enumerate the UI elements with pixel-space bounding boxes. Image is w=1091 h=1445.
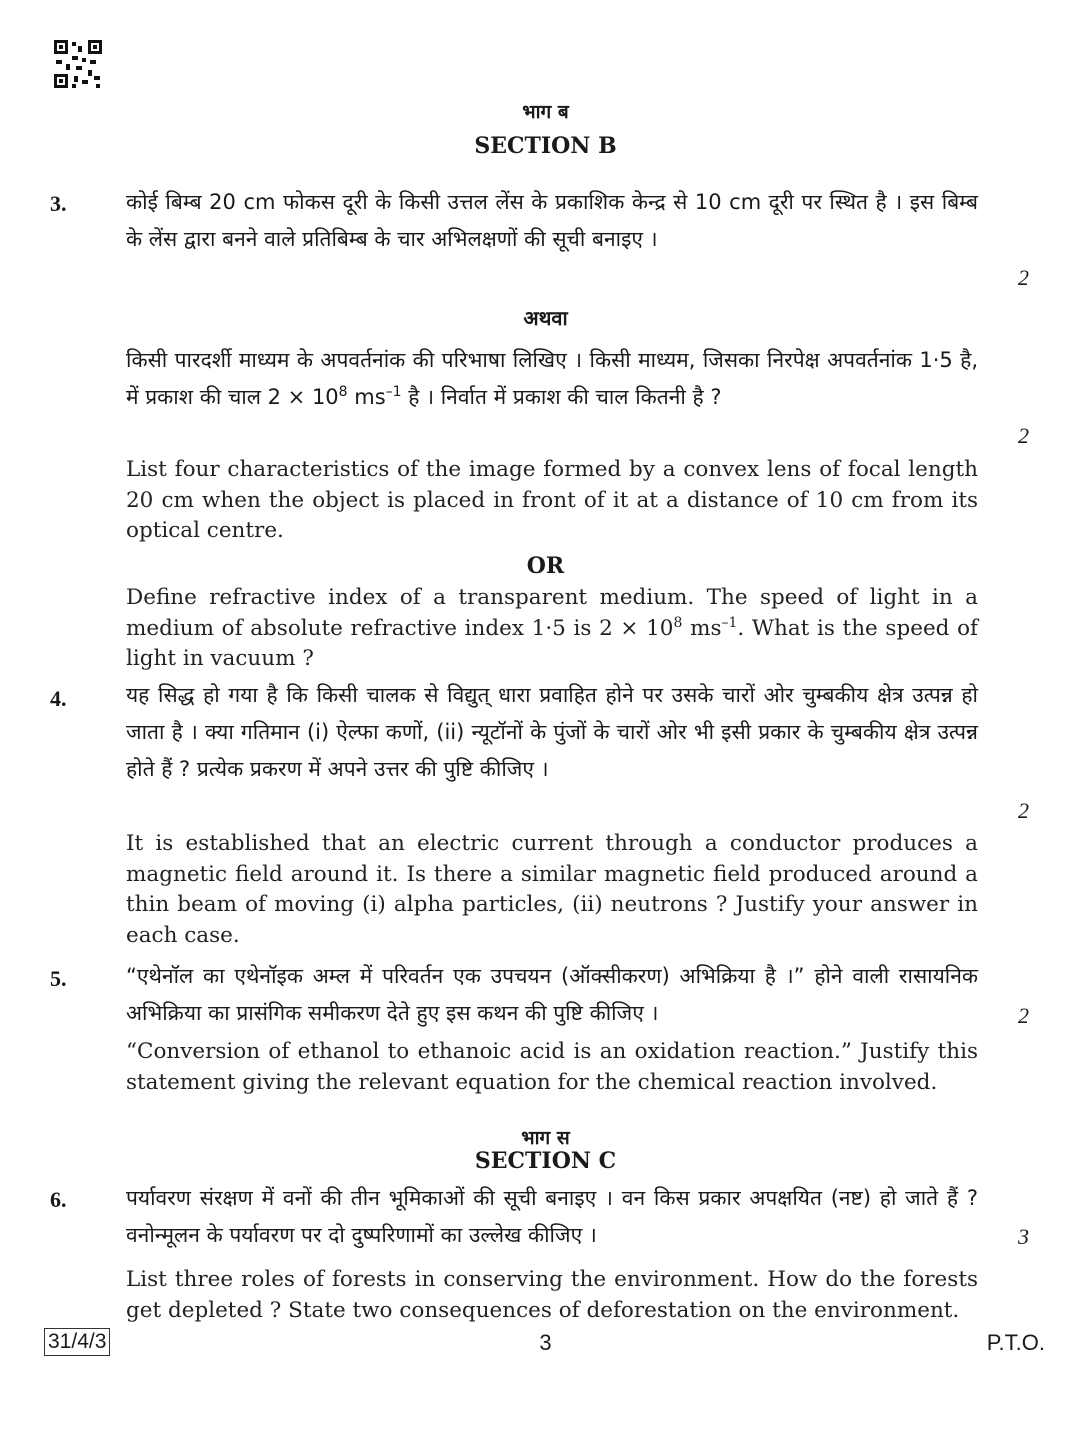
q3-or-english: OR [526,553,565,579]
question-number-3: 3. [50,191,67,216]
paper-code: 31/4/3 [44,1328,110,1356]
q4-hindi-text: यह सिद्ध हो गया है कि किसी चालक से विद्युत् धारा प्रवाहित होने पर उसके चारों ओर चुम्बकीय क्षेत्र उत्पन्न हो जाता है । क्या गतिमान (i) ऐल्फा कणों, (ii) न्यूटॉनों के पुंजों के चारों ओर भी इसी प्रकार के चुम्बकीय क्षेत्र उत्पन्न होते हैं ? प्रत्येक प्रकरण में अपने उत्तर की पुष्टि कीजिए । [126,683,978,781]
question-number-6: 6. [50,1187,67,1212]
q4-marks: 2 [1018,798,1029,823]
q6-hindi-text: पर्यावरण संरक्षण में वनों की तीन भूमिकाओं की सूची बनाइए । वन किस प्रकार अपक्षयित (नष्ट) हो जाते हैं ? वनोन्मूलन के पर्यावरण पर दो दुष्परिणामों का उल्लेख कीजिए । [126,1186,978,1247]
q3-or-hindi: अथवा [523,306,568,330]
section-c-hindi-heading: भाग स [521,1127,570,1149]
section-b-heading: SECTION B [474,133,617,159]
q3-alt-hindi-text: किसी पारदर्शी माध्यम के अपवर्तनांक की परिभाषा लिखिए । किसी माध्यम, जिसका निरपेक्ष अपवर्तनांक 1·5 है, में प्रकाश की चाल $2 \times 10^8$ $ms^{-1}$ है । निर्वात में प्रकाश की चाल कितनी है ? [126,348,978,409]
section-c-heading: SECTION C [474,1148,617,1174]
q3-alt-marks: 2 [1018,423,1029,448]
q6-english-text: List three roles of forests in conserving the environment. How do the forests get depleted ? State two consequences of deforestation on the environment. [126,1267,978,1323]
q6-marks: 3 [1018,1224,1029,1249]
q3-hindi-text: कोई बिम्ब 20 cm फोकस दूरी के किसी उत्तल लेंस के प्रकाशिक केन्द्र से 10 cm दूरी पर स्थित है । इस बिम्ब के लेंस द्वारा बनने वाले प्रतिबिम्ब के चार अभिलक्षणों की सूची बनाइए । [126,190,978,251]
q3-marks: 2 [1018,265,1029,290]
q3-alt-english-text: Define refractive index of a transparent medium. The speed of light in a medium of absolute refractive index 1·5 is $2 \times 10^8$ $ms^{-1}$. What is the speed of light in vacuum ? [126,585,979,671]
q5-english-text: “Conversion of ethanol to ethanoic acid is an oxidation reaction.” Justify this statement giving the relevant equation for the chemical reaction involved. [126,1039,978,1095]
q4-english-text: It is established that an electric current through a conductor produces a magnetic field around it. Is there a similar magnetic field produced around a thin beam of moving (i) alpha particles, (ii) neutrons ? Justify your answer in each case. [126,831,978,948]
q5-marks: 2 [1018,1003,1029,1028]
q3-english-text: List four characteristics of the image formed by a convex lens of focal length 20 cm when the object is placed in front of it at a distance of 10 cm from its optical centre. [126,457,978,543]
please-turn-over: P.T.O. [986,1330,1045,1355]
qr-code-icon [54,40,102,88]
question-number-5: 5. [50,966,67,991]
page-number: 3 [539,1330,552,1355]
question-number-4: 4. [50,686,67,711]
q5-hindi-text: “एथेनॉल का एथेनॉइक अम्ल में परिवर्तन एक उपचयन (ऑक्सीकरण) अभिक्रिया है ।” होने वाली रासायनिक अभिक्रिया का प्रासंगिक समीकरण देते हुए इस कथन की पुष्टि कीजिए । [126,964,978,1025]
section-b-hindi-heading: भाग ब [522,101,569,123]
